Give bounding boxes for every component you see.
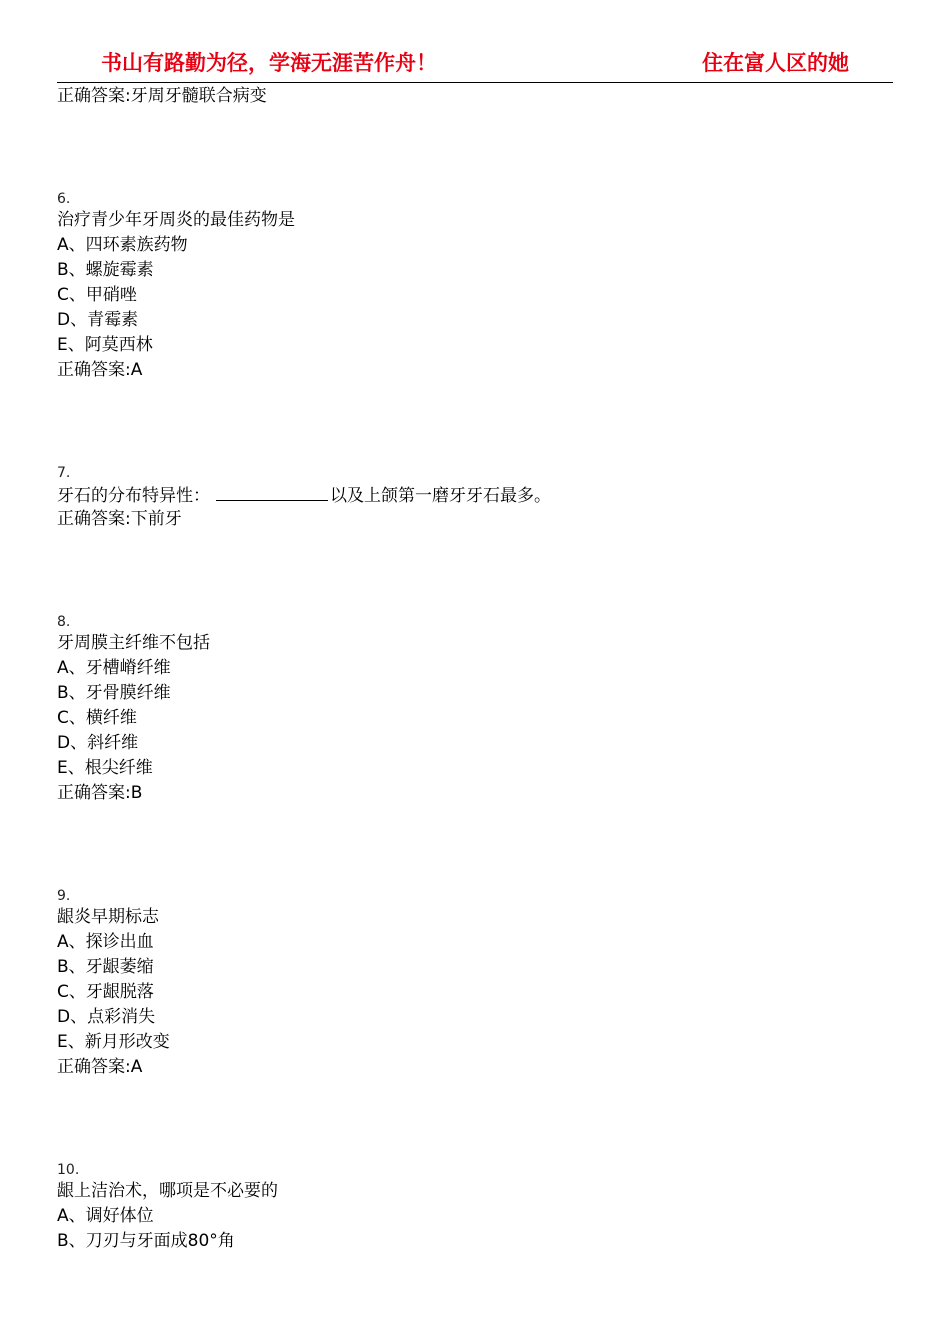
- option: A、调好体位: [57, 1206, 154, 1226]
- stem-after-blank: 以及上颌第一磨牙牙石最多。: [330, 486, 551, 506]
- option: E、阿莫西林: [57, 335, 153, 355]
- option: D、青霉素: [57, 310, 139, 330]
- question-number: 10.: [57, 1162, 80, 1178]
- question-stem: 龈炎早期标志: [57, 907, 159, 927]
- question-number: 9.: [57, 888, 71, 904]
- option: B、螺旋霉素: [57, 260, 154, 280]
- option: C、甲硝唑: [57, 285, 137, 305]
- fill-in-blank: [216, 482, 328, 501]
- answer: 正确答案:A: [57, 1057, 143, 1077]
- option: E、根尖纤维: [57, 758, 153, 778]
- question-stem: 治疗青少年牙周炎的最佳药物是: [57, 210, 295, 230]
- page-header: [57, 48, 893, 83]
- option: D、点彩消失: [57, 1007, 156, 1027]
- option: B、刀刃与牙面成80°角: [57, 1231, 235, 1251]
- header-author: 住在富人区的她: [702, 50, 849, 75]
- question-stem: 龈上洁治术，哪项是不必要的: [57, 1181, 278, 1201]
- option: A、探诊出血: [57, 932, 154, 952]
- option: C、横纤维: [57, 708, 137, 728]
- option: A、四环素族药物: [57, 235, 188, 255]
- answer: 正确答案:A: [57, 360, 143, 380]
- question-number: 7.: [57, 465, 71, 481]
- question-stem: [57, 482, 551, 508]
- question-number: 8.: [57, 614, 71, 630]
- stem-before-blank: 牙石的分布特异性：: [57, 486, 210, 506]
- header-motto: 书山有路勤为径，学海无涯苦作舟！: [101, 50, 437, 75]
- option: A、牙槽嵴纤维: [57, 658, 171, 678]
- option: E、新月形改变: [57, 1032, 170, 1052]
- option: C、牙龈脱落: [57, 982, 154, 1002]
- option: B、牙龈萎缩: [57, 957, 154, 977]
- answer: 正确答案:B: [57, 783, 143, 803]
- answer: 正确答案:下前牙: [57, 509, 182, 529]
- option: D、斜纤维: [57, 733, 139, 753]
- option: B、牙骨膜纤维: [57, 683, 171, 703]
- question-number: 6.: [57, 191, 71, 207]
- prev-answer: 正确答案:牙周牙髓联合病变: [57, 86, 267, 106]
- question-stem: 牙周膜主纤维不包括: [57, 633, 210, 653]
